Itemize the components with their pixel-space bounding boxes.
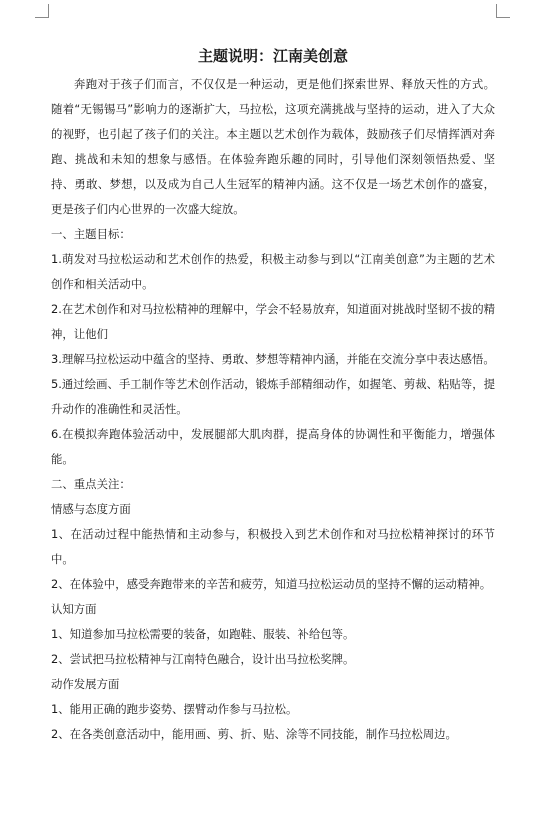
cognition-item: 2、尝试把马拉松精神与江南特色融合，设计出马拉松奖牌。 bbox=[51, 652, 355, 666]
goals-heading: 一、主题目标： bbox=[51, 227, 131, 241]
emotion-subheading: 情感与态度方面 bbox=[51, 502, 131, 516]
motor-item: 1、能用正确的跑步姿势、摆臂动作参与马拉松。 bbox=[51, 702, 298, 716]
cognition-subheading: 认知方面 bbox=[51, 602, 97, 616]
cognition-item: 1、知道参加马拉松需要的装备，如跑鞋、服装、补给包等。 bbox=[51, 627, 355, 641]
emotion-item: 2、在体验中，感受奔跑带来的辛苦和疲劳，知道马拉松运动员的坚持不懈的运动精神。 bbox=[51, 577, 492, 591]
motor-subheading: 动作发展方面 bbox=[51, 677, 120, 691]
document-page bbox=[51, 46, 495, 747]
goal-item: 5.通过绘画、手工制作等艺术创作活动，锻炼手部精细动作，如握笔、剪裁、粘贴等，提升动作的准确性和灵活性。 bbox=[51, 377, 495, 416]
page-corner-mark-top-left bbox=[35, 4, 49, 18]
motor-item: 2、在各类创意活动中，能用画、剪、折、贴、涂等不同技能，制作马拉松周边。 bbox=[51, 727, 457, 741]
page-corner-mark-top-right bbox=[496, 4, 510, 18]
intro-paragraph: 奔跑对于孩子们而言，不仅仅是一种运动，更是他们探索世界、释放天性的方式。随着“无锡锡马”影响力的逐渐扩大，马拉松，这项充满挑战与坚持的运动，进入了大众的视野，也引起了孩子们的关注。本主题以艺术创作为载体，鼓励孩子们尽情挥洒对奔跑、挑战和未知的想象与感悟。在体验奔跑乐趣的同时，引导他们深刻领悟热爱、坚持、勇敢、梦想，以及成为自己人生冠军的精神内涵。这不仅是一场艺术创作的盛宴，更是孩子们内心世界的一次盛大绽放。 bbox=[51, 77, 495, 216]
document-title: 主题说明：江南美创意 bbox=[197, 47, 348, 65]
emotion-item: 1、在活动过程中能热情和主动参与，积极投入到艺术创作和对马拉松精神探讨的环节中。 bbox=[51, 527, 495, 566]
goal-item: 3.理解马拉松运动中蕴含的坚持、勇敢、梦想等精神内涵，并能在交流分享中表达感悟。 bbox=[51, 352, 495, 366]
focus-heading: 二、重点关注： bbox=[51, 477, 131, 491]
goal-item: 1.萌发对马拉松运动和艺术创作的热爱，积极主动参与到以“江南美创意”为主题的艺术创作和相关活动中。 bbox=[51, 252, 495, 291]
goal-item: 6.在模拟奔跑体验活动中，发展腿部大肌肉群，提高身体的协调性和平衡能力，增强体能。 bbox=[51, 427, 495, 466]
goal-item: 2.在艺术创作和对马拉松精神的理解中，学会不轻易放弃，知道面对挑战时坚韧不拔的精神，让他们 bbox=[51, 302, 495, 341]
